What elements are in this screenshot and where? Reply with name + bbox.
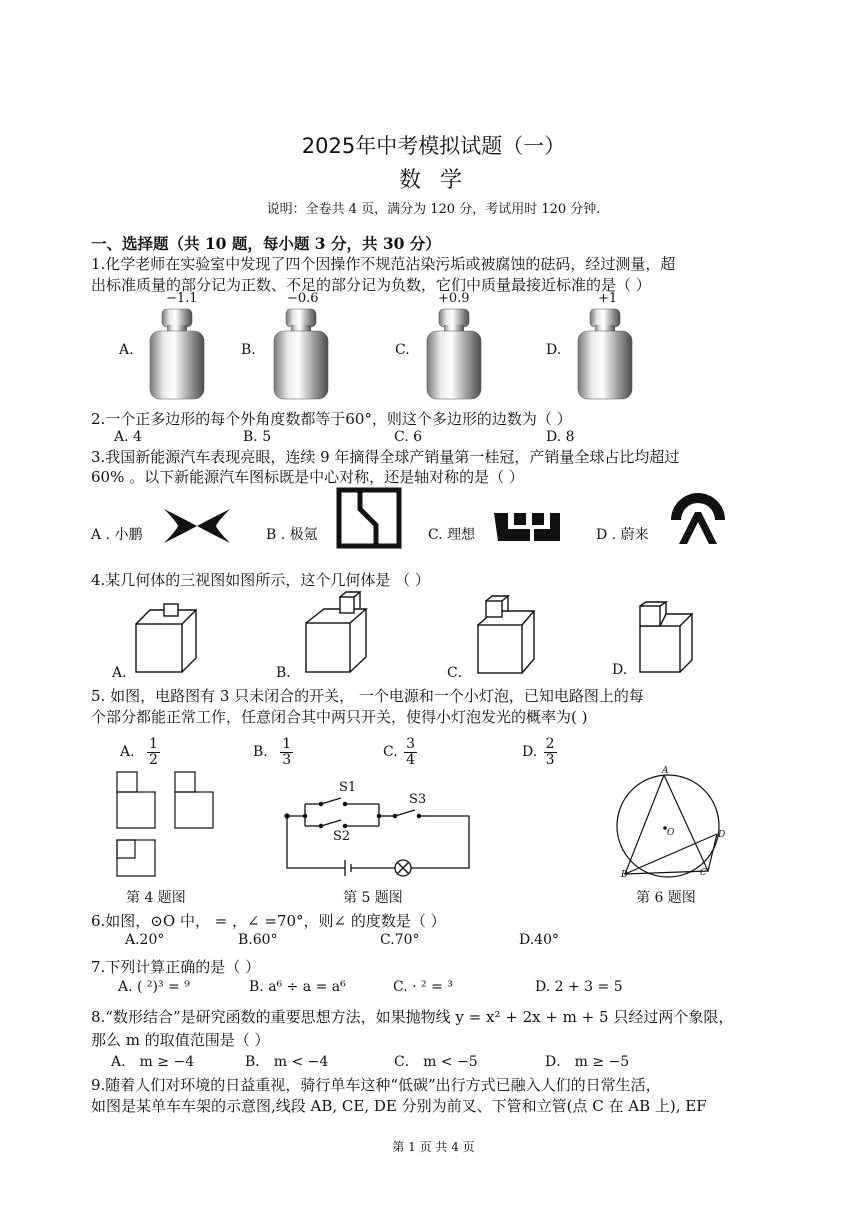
q6-text: 6.如图，⊙O 中， = ，∠ =70°，则∠ 的度数是（ ） — [91, 912, 446, 930]
point-a-label: A — [662, 766, 669, 776]
q4-option-b: B． — [276, 665, 301, 681]
point-c-label: C — [700, 868, 707, 878]
q3-option-a: A . 小鹏 — [91, 527, 143, 543]
q4-solid-d — [636, 602, 694, 676]
q5-option-c-num: 3 — [406, 736, 416, 752]
q3-line1: 3.我国新能源汽车表现亮眼，连续 9 年摘得全球产销量第一桂冠，产销量全球占比均超过 — [91, 448, 680, 466]
q4-solid-b — [302, 595, 370, 676]
point-b-label: B — [621, 870, 628, 880]
q1-option-b: B. — [241, 342, 256, 358]
q5-option-b-den: 3 — [282, 751, 292, 768]
q5-option-a-num: 1 — [149, 736, 158, 752]
q5-option-c-den: 4 — [406, 751, 416, 768]
q1-weight-d-value: +1 — [598, 291, 618, 306]
q5-option-c-letter: C. — [383, 744, 398, 761]
section-heading: 一、选择题（共 10 题，每小题 3 分，共 30 分） — [91, 234, 441, 253]
q5-option-b-num: 1 — [282, 736, 292, 752]
subject-title: 数 学 — [399, 168, 468, 193]
q3-option-d: D . 蔚来 — [596, 527, 649, 543]
exam-title: 2025年中考模拟试题（一） — [301, 134, 566, 158]
zeekr-logo-icon — [336, 487, 402, 549]
fig4-three-views — [115, 770, 215, 880]
switch-s3-label: S3 — [409, 792, 427, 807]
q4-text: 4.某几何体的三视图如图所示，这个几何体是 （ ） — [91, 571, 430, 589]
q8-line2: 那么 m 的取值范围是（ ） — [91, 1031, 270, 1049]
nio-logo-icon — [667, 490, 729, 546]
q1-weight-a-value: −1.1 — [166, 291, 198, 306]
q1-weight-c-value: +0.9 — [438, 291, 470, 306]
q1-option-d: D. — [546, 342, 562, 358]
weight-b-image — [271, 307, 331, 403]
fig5-caption: 第 5 题图 — [343, 890, 403, 906]
q5-option-a-den: 2 — [149, 751, 158, 768]
q3-line2: 60% 。以下新能源汽车图标既是中心对称，还是轴对称的是（ ） — [91, 468, 524, 486]
weight-c-image — [424, 307, 484, 403]
q4-option-c: C． — [447, 665, 472, 681]
q7-option-a: A. ( ²)³ = ⁹ — [118, 979, 190, 995]
switch-s2-label: S2 — [333, 829, 351, 844]
q2-option-c: C. 6 — [394, 429, 423, 445]
q2-text: 2.一个正多边形的每个外角度数都等于60°，则这个多边形的边数为（ ） — [91, 410, 572, 428]
q9-line2: 如图是某单车车架的示意图,线段 AB, CE, DE 分别为前叉、下管和立管(点 C 在 AB 上), EF — [91, 1097, 707, 1115]
q6-option-a: A.20° — [125, 932, 165, 948]
q5-option-c — [383, 737, 417, 767]
q7-option-c: C. · ² = ³ — [393, 979, 453, 995]
q6-option-d: D.40° — [519, 932, 559, 948]
q7-option-b: B. a⁶ ÷ a = a⁶ — [249, 979, 346, 995]
q1-option-a: A. — [119, 342, 134, 358]
q6-option-c: C.70° — [380, 932, 420, 948]
point-o-label: O — [667, 828, 675, 838]
q4-solid-a — [132, 602, 200, 676]
q5-option-a — [120, 737, 160, 767]
q3-option-c: C. 理想 — [428, 527, 476, 543]
q9-line1: 9.随着人们对环境的日益重视，骑行单车这种“低碳”出行方式已融入人们的日常生活， — [91, 1076, 661, 1094]
fig5-circuit — [285, 780, 475, 872]
q3-option-b: B . 极氪 — [266, 527, 318, 543]
q2-option-a: A. 4 — [114, 429, 142, 445]
weight-d-image — [575, 307, 635, 403]
q8-option-a: A． m ≥ −4 — [111, 1054, 195, 1070]
point-d-label: D — [718, 830, 726, 840]
weight-a-image — [147, 307, 207, 403]
switch-s1-label: S1 — [339, 780, 357, 795]
q8-option-b: B． m < −4 — [245, 1054, 329, 1070]
fig6-circle — [610, 770, 726, 880]
q8-option-d: D． m ≥ −5 — [545, 1054, 630, 1070]
q4-option-a: A． — [112, 665, 137, 681]
q5-option-b — [253, 737, 293, 767]
q5-option-b-letter: B. — [253, 744, 268, 761]
q1-option-c: C. — [395, 342, 410, 358]
fig4-caption: 第 4 题图 — [126, 890, 186, 906]
q5-option-d-num: 2 — [545, 736, 555, 752]
q1-line1: 1.化学老师在实验室中发现了四个因操作不规范沾染污垢或被腐蚀的砝码，经过测量，超 — [91, 255, 676, 273]
q1-weight-b-value: −0.6 — [287, 291, 319, 306]
q5-line2: 个部分都能正常工作，任意闭合其中两只开关，使得小灯泡发光的概率为( ) — [91, 708, 588, 726]
q7-option-d: D. 2 + 3 = 5 — [535, 979, 623, 995]
q1-line2: 出标准质量的部分记为正数、不足的部分记为负数，它们中质量最接近标准的是（ ） — [91, 276, 651, 294]
q6-option-b: B.60° — [238, 932, 278, 948]
q2-option-b: B. 5 — [243, 429, 272, 445]
q5-option-a-letter: A. — [120, 744, 135, 761]
q5-option-d — [522, 737, 557, 767]
q7-text: 7.下列计算正确的是（ ） — [91, 958, 261, 976]
q8-line1: 8.“数形结合”是研究函数的重要思想方法，如果抛物线 y = x² + 2x + m + 5 只经过两个象限， — [91, 1008, 734, 1026]
page-footer: 第 1 页 共 4 页 — [392, 1140, 475, 1154]
q5-option-d-letter: D. — [522, 744, 538, 761]
exam-note: 说明：全卷共 4 页，满分为 120 分，考试用时 120 分钟. — [266, 202, 601, 217]
fig6-caption: 第 6 题图 — [636, 890, 696, 906]
liauto-logo-icon — [492, 511, 562, 543]
q8-option-c: C． m < −5 — [394, 1054, 478, 1070]
q5-line1: 5. 如图，电路图有 3 只未闭合的开关， 一个电源和一个小灯泡，已知电路图上的每 — [91, 687, 644, 705]
q5-option-d-den: 3 — [545, 751, 555, 768]
q4-solid-c — [474, 597, 538, 676]
xpeng-logo-icon — [162, 507, 232, 545]
q2-option-d: D. 8 — [546, 429, 575, 445]
q4-option-d: D. — [612, 662, 628, 678]
